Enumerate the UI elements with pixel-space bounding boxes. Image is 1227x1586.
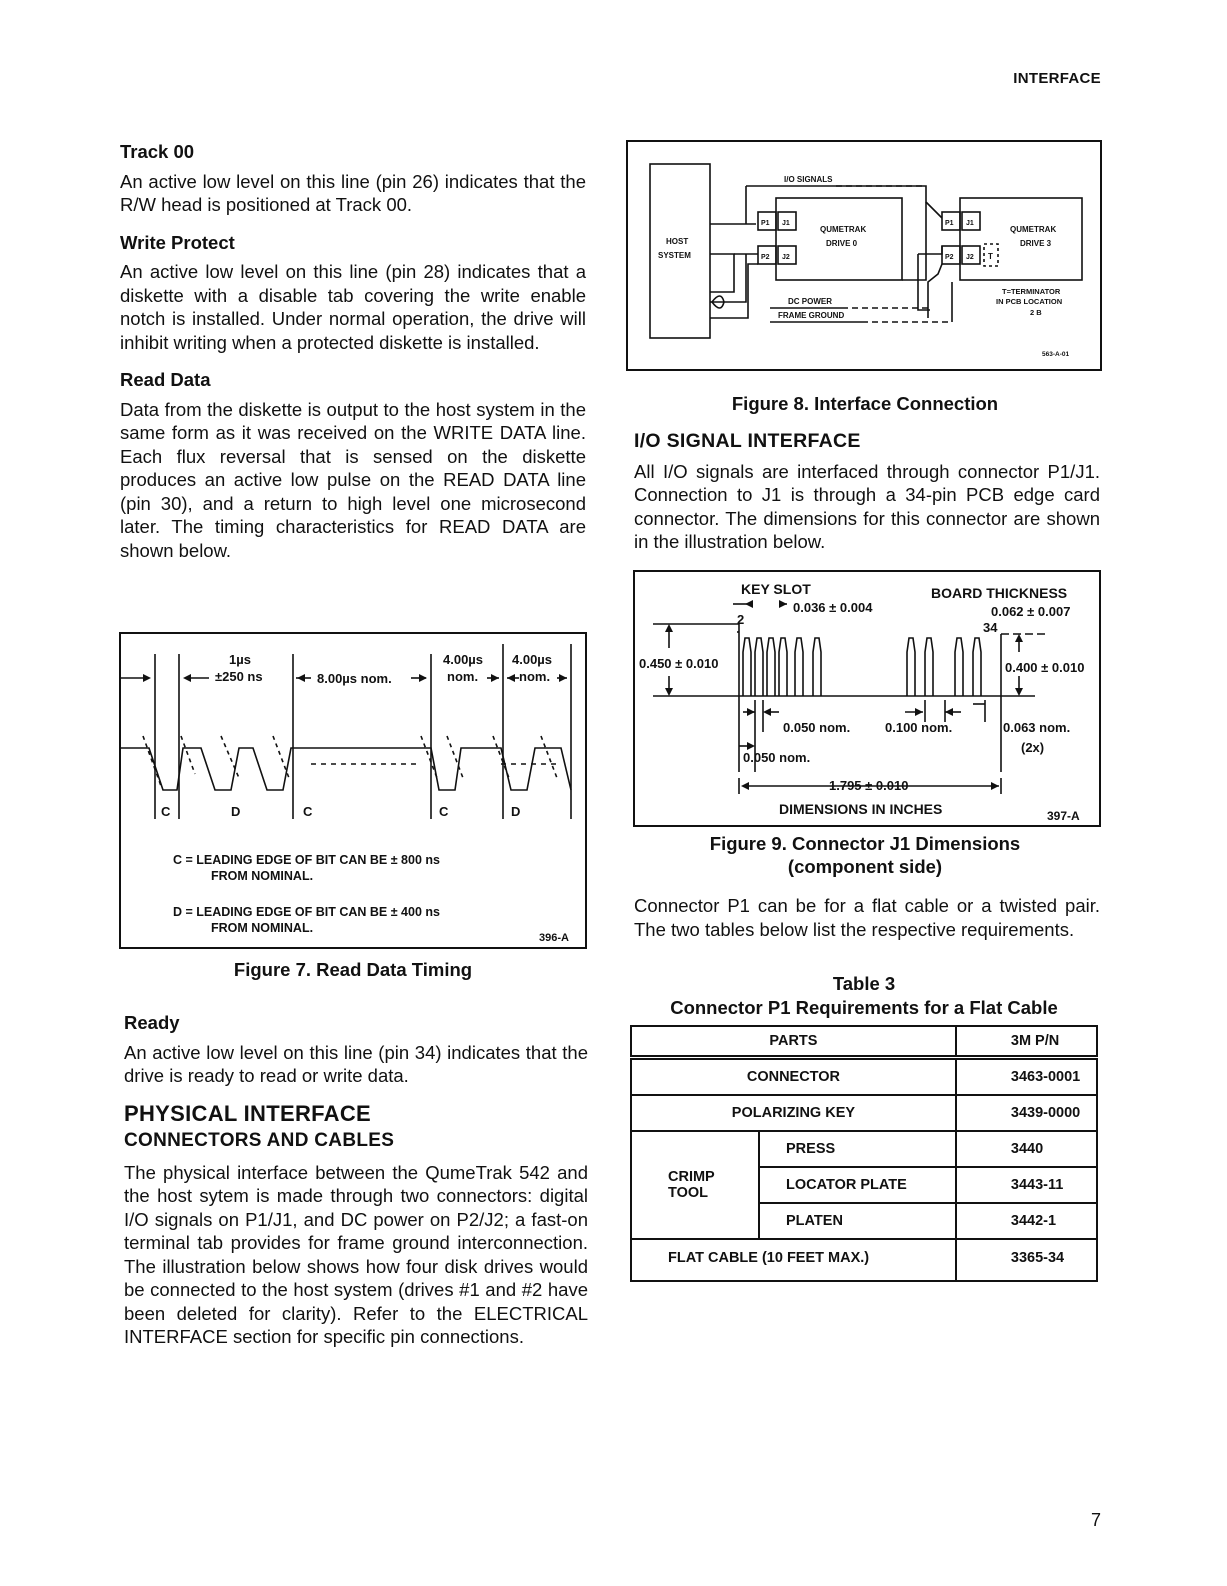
io-section bbox=[634, 430, 1100, 568]
note-d-line2: FROM NOMINAL. bbox=[211, 921, 314, 935]
table-row bbox=[631, 1095, 1097, 1131]
terminator-note-1: T=TERMINATOR bbox=[1002, 287, 1061, 296]
page-number: 7 bbox=[1090, 1510, 1101, 1530]
timing-diagram bbox=[121, 634, 585, 947]
table-3 bbox=[630, 1025, 1098, 1282]
figure-8-caption: Figure 8. Interface Connection bbox=[731, 393, 999, 414]
t3-top-label: 4.00µs bbox=[443, 652, 484, 667]
pin-2-label: 2 bbox=[737, 612, 745, 627]
drive3-label-2: DRIVE 3 bbox=[1020, 239, 1052, 248]
board-thickness-label: BOARD THICKNESS bbox=[931, 585, 1068, 601]
physical-interface-body: The physical interface between the QumeTrak 542 and the host sytem is made through two connectors: digital I/O signals on P1/J1, and DC power on P2/J2; a fast-on terminal tab provides for frame ground interconnection. The illustration below shows how four disk drives would be connected to the host system (drives #1 and #2 have been deleted for clarity). Refer to the ELECTRICAL INTERFACE section for specific pin connections. bbox=[124, 1161, 588, 1347]
read-data-heading: Read Data bbox=[120, 369, 211, 390]
table-cell-connector: CONNECTOR bbox=[631, 1058, 956, 1096]
connectors-cables-heading: CONNECTORS AND CABLES bbox=[124, 1130, 395, 1151]
table-header-pn: 3M P/N bbox=[956, 1026, 1097, 1058]
drive3-label-1: QUMETRAK bbox=[1010, 225, 1057, 234]
left-column-top bbox=[120, 140, 586, 576]
write-protect-body: An active low level on this line (pin 28) indicates that a diskette with a disable tab covering the write enable notch is installed. Under normal operation, the drive will inhibit writing when a protected diskette is installed. bbox=[120, 261, 586, 353]
track00-heading: Track 00 bbox=[120, 141, 195, 162]
note-c-line1: C = LEADING EDGE OF BIT CAN BE ± 800 ns bbox=[173, 853, 440, 867]
t4-bottom-label: nom. bbox=[519, 669, 551, 684]
terminator-note-2: IN PCB LOCATION bbox=[996, 297, 1063, 306]
io-body: All I/O signals are interfaced through connector P1/J1. Connection to J1 is through a 34-pin PCB edge card connector. The dimensions for this connector are shown in the illustration below. bbox=[634, 460, 1100, 552]
figure-7-id: 396-A bbox=[539, 932, 569, 944]
note-d-line1: D = LEADING EDGE OF BIT CAN BE ± 400 ns bbox=[173, 905, 440, 919]
figure-8-id: 563-A-01 bbox=[1042, 351, 1070, 358]
mark-c-3: C bbox=[439, 804, 449, 819]
figure-9-connector-dimensions bbox=[633, 570, 1101, 827]
table-row bbox=[631, 1239, 1097, 1281]
mark-d-1: D bbox=[231, 804, 241, 819]
d3-j1: J1 bbox=[966, 220, 974, 227]
p1-text bbox=[634, 894, 1100, 955]
d3-p1: P1 bbox=[945, 220, 954, 227]
figure-9-caption-line1: Figure 9. Connector J1 Dimensions bbox=[709, 833, 1021, 854]
overall-width-dimension: 1.795 ± 0.010 bbox=[829, 778, 909, 793]
mark-d-2: D bbox=[511, 804, 521, 819]
table-cell-key: POLARIZING KEY bbox=[631, 1095, 956, 1131]
mark-c-2: C bbox=[303, 804, 313, 819]
terminator-t: T bbox=[988, 252, 993, 261]
d0-p2: P2 bbox=[761, 254, 770, 261]
pitch-dimension-1: 0.050 nom. bbox=[783, 720, 851, 735]
table-header-parts: PARTS bbox=[631, 1026, 956, 1058]
d0-j2: J2 bbox=[782, 254, 790, 261]
figure-9-id: 397-A bbox=[1047, 809, 1080, 823]
dc-power-label: DC POWER bbox=[788, 297, 832, 306]
table-cell-cable: FLAT CABLE (10 FEET MAX.) bbox=[631, 1239, 956, 1281]
figure-7-read-data-timing bbox=[119, 632, 587, 949]
mark-c-1: C bbox=[161, 804, 171, 819]
left-height-dimension: 0.450 ± 0.010 bbox=[639, 656, 719, 671]
p1-body: Connector P1 can be for a flat cable or a twisted pair. The two tables below list the respective requirements. bbox=[634, 895, 1100, 940]
table-row bbox=[631, 1058, 1097, 1096]
pitch-dimension-3: 0.050 nom. bbox=[743, 750, 811, 765]
left-column-bottom bbox=[124, 1011, 588, 1363]
table-cell-locator: LOCATOR PLATE bbox=[759, 1167, 956, 1203]
table-cell-platen: PLATEN bbox=[759, 1203, 956, 1239]
d0-j1: J1 bbox=[782, 220, 790, 227]
io-heading: I/O SIGNAL INTERFACE bbox=[634, 430, 861, 452]
t1-bottom-label: ±250 ns bbox=[215, 669, 263, 684]
t1-top-label: 1µs bbox=[229, 652, 251, 667]
d3-j2: J2 bbox=[966, 254, 974, 261]
table-cell-cable-pn: 3365-34 bbox=[956, 1239, 1097, 1281]
connector-dimension-drawing bbox=[635, 572, 1099, 825]
key-slot-label: KEY SLOT bbox=[741, 581, 811, 597]
frame-ground-label: FRAME GROUND bbox=[778, 311, 845, 320]
table-row bbox=[631, 1026, 1097, 1058]
pin-34-label: 34 bbox=[983, 620, 998, 635]
figure-8-interface-connection bbox=[626, 140, 1102, 371]
edge-dimension-count: (2x) bbox=[1021, 740, 1045, 755]
edge-dimension: 0.063 nom. bbox=[1003, 720, 1071, 735]
d3-p2: P2 bbox=[945, 254, 954, 261]
table-row bbox=[631, 1131, 1097, 1167]
pitch-dimension-2: 0.100 nom. bbox=[885, 720, 953, 735]
d0-p1: P1 bbox=[761, 220, 770, 227]
units-label: DIMENSIONS IN INCHES bbox=[779, 801, 943, 817]
host-label-1: HOST bbox=[666, 237, 689, 246]
ready-heading: Ready bbox=[124, 1012, 180, 1033]
right-height-dimension: 0.400 ± 0.010 bbox=[1005, 660, 1085, 675]
figure-7-caption: Figure 7. Read Data Timing bbox=[233, 959, 473, 980]
table-cell-connector-pn: 3463-0001 bbox=[956, 1058, 1097, 1096]
connection-diagram bbox=[628, 142, 1100, 369]
table-cell-press-pn: 3440 bbox=[956, 1131, 1097, 1167]
t4-top-label: 4.00µs bbox=[512, 652, 553, 667]
read-data-body: Data from the diskette is output to the host system in the same form as it was received on the WRITE DATA line. Each flux reversal that is sensed on the diskette produces an active low pulse on the READ DATA line (pin 30), and a return to high level one microsecond later. The timing characteristics for READ DATA are shown below. bbox=[120, 398, 586, 561]
track00-body: An active low level on this line (pin 26) indicates that the R/W head is positioned at Track 00. bbox=[120, 170, 586, 215]
t3-bottom-label: nom. bbox=[447, 669, 479, 684]
figure-9-caption bbox=[633, 832, 1097, 878]
key-slot-dimension: 0.036 ± 0.004 bbox=[793, 600, 873, 615]
table-cell-platen-pn: 3442-1 bbox=[956, 1203, 1097, 1239]
drive0-label-1: QUMETRAK bbox=[820, 225, 867, 234]
table-cell-crimp: CRIMP TOOL bbox=[631, 1131, 759, 1239]
table-3-number: Table 3 bbox=[832, 973, 896, 994]
drive0-label-2: DRIVE 0 bbox=[826, 239, 858, 248]
t2-label: 8.00µs nom. bbox=[317, 671, 392, 686]
io-signals-label: I/O SIGNALS bbox=[784, 175, 833, 184]
table-cell-locator-pn: 3443-11 bbox=[956, 1167, 1097, 1203]
table-cell-press: PRESS bbox=[759, 1131, 956, 1167]
physical-interface-heading: PHYSICAL INTERFACE bbox=[124, 1100, 372, 1126]
table-3-name: Connector P1 Requirements for a Flat Cable bbox=[670, 997, 1058, 1018]
write-protect-heading: Write Protect bbox=[120, 231, 235, 253]
host-label-2: SYSTEM bbox=[658, 251, 691, 260]
note-c-line2: FROM NOMINAL. bbox=[211, 869, 314, 883]
running-header: INTERFACE bbox=[1013, 70, 1101, 87]
table-cell-key-pn: 3439-0000 bbox=[956, 1095, 1097, 1131]
ready-body: An active low level on this line (pin 34) indicates that the drive is ready to read or write data. bbox=[124, 1041, 588, 1086]
figure-9-caption-line2: (component side) bbox=[787, 856, 943, 877]
table-3-title bbox=[630, 972, 1098, 1020]
terminator-note-3: 2 B bbox=[1030, 308, 1042, 317]
board-thickness-dimension: 0.062 ± 0.007 bbox=[991, 604, 1071, 619]
